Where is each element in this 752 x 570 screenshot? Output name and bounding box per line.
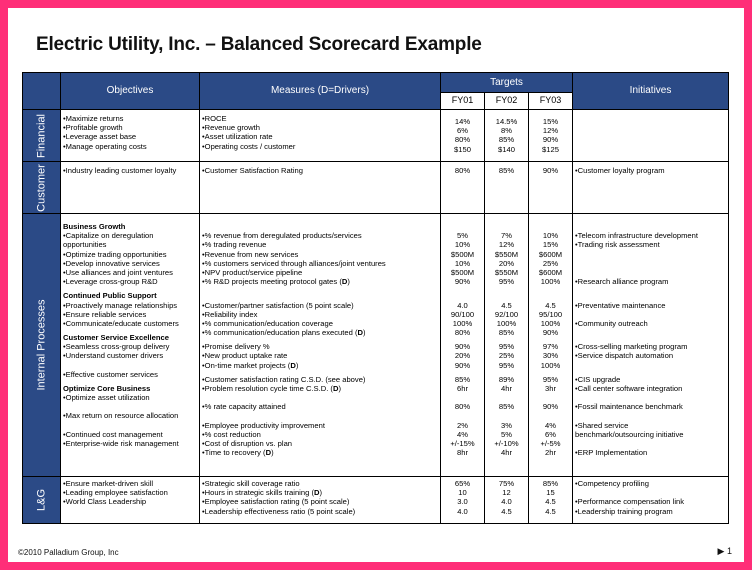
lg-row bbox=[23, 477, 729, 524]
lg-initiatives: •Competency profiling •Performance compensation link •Leadership training program bbox=[573, 477, 729, 524]
financial-objectives: •Maximize returns •Profitable growth •Leverage asset base •Manage operating costs bbox=[61, 110, 200, 162]
lg-measures: •Strategic skill coverage ratio •Hours in strategic skills training (D) •Employee satisfaction rating (5 point scale) •Leadership effectiveness ratio (5 point scale) bbox=[200, 477, 441, 524]
customer-fy03: 90% bbox=[529, 162, 573, 214]
header-row bbox=[23, 73, 729, 93]
lg-label: L&G bbox=[23, 477, 61, 524]
customer-row bbox=[23, 162, 729, 214]
customer-measures: •Customer Satisfaction Rating bbox=[200, 162, 441, 214]
initiatives-header: Initiatives bbox=[573, 73, 729, 110]
customer-objectives: •Industry leading customer loyalty bbox=[61, 162, 200, 214]
financial-label: Financial bbox=[23, 110, 61, 162]
financial-initiatives bbox=[573, 110, 729, 162]
page-indicator bbox=[718, 546, 732, 557]
copyright: ©2010 Palladium Group, Inc bbox=[18, 548, 119, 557]
customer-fy01: 80% bbox=[441, 162, 485, 214]
financial-fy01: 14% 6% 80% $150 bbox=[441, 110, 485, 162]
slide bbox=[8, 8, 744, 562]
internal-initiatives: •Telecom infrastructure development •Trading risk assessment •Research alliance program •Preventative maintenance •Community outreach •Cross-selling marketing program •Service dispatch automation •CIS upgrade •Call center software integration •Fossil maintenance benchmark •Shared service benchmark/outsourcing initiative •ERP Implementation bbox=[573, 214, 729, 477]
year-fy01: FY01 bbox=[441, 93, 485, 110]
measures-header: Measures (D=Drivers) bbox=[200, 73, 441, 110]
targets-header: Targets bbox=[441, 73, 573, 93]
lg-objectives: •Ensure market-driven skill •Leading employee satisfaction •World Class Leadership bbox=[61, 477, 200, 524]
internal-measures: •% revenue from deregulated products/services •% trading revenue •Revenue from new services •% customers serviced through alliances/joint ventures •NPV product/service pipeline •% R&D projects meeting protocol gates (D) •Customer/partner satisfaction (5 point scale) •Reliability index •% communication/education coverage •% communication/education plans executed (D) •Promise delivery % •New product uptake rate •On-time market projects (D) •Customer satisfaction rating C.S.D. (see above) •Problem resolution cycle time C.S.D. (D) •% rate capacity attained •Employee productivity improvement •% cost reduction •Cost of disruption vs. plan •Time to recovery (D) bbox=[200, 214, 441, 477]
play-triangle-icon: ▶ bbox=[717, 546, 725, 556]
internal-row bbox=[23, 214, 729, 477]
financial-fy03: 15% 12% 90% $125 bbox=[529, 110, 573, 162]
internal-fy03: 10% 15% $600M 25% $600M 100% 4.5 95/100 100% 90% 97% 30% 100% 95% 3hr 90% 4% 6% +/-5% 2hr bbox=[529, 214, 573, 477]
lg-fy01: 65% 10 3.0 4.0 bbox=[441, 477, 485, 524]
page-number: 1 bbox=[726, 546, 732, 556]
financial-measures: •ROCE •Revenue growth •Asset utilization rate •Operating costs / customer bbox=[200, 110, 441, 162]
financial-fy02: 14.5% 8% 85% $140 bbox=[485, 110, 529, 162]
year-fy03: FY03 bbox=[529, 93, 573, 110]
financial-row bbox=[23, 110, 729, 162]
internal-fy02: 7% 12% $550M 20% $550M 95% 4.5 92/100 100% 85% 95% 25% 95% 89% 4hr 85% 3% 5% +/-10% 4hr bbox=[485, 214, 529, 477]
lg-fy03: 85% 15 4.5 4.5 bbox=[529, 477, 573, 524]
customer-initiatives: •Customer loyalty program bbox=[573, 162, 729, 214]
internal-objectives: Business Growth •Capitalize on deregulation opportunities •Optimize trading opportunities •Develop innovative services •Use alliances and joint ventures •Leverage cross-group R&D Continued Public Support •Proactively manage relationships •Ensure reliable services •Communicate/educate customers Customer Service Excellence •Seamless cross-group delivery •Understand customer drivers •Effective customer services Optimize Core Business •Optimize asset utilization •Max return on resource allocation •Continued cost management •Enterprise-wide risk management bbox=[61, 214, 200, 477]
internal-fy01: 5% 10% $500M 10% $500M 90% 4.0 90/100 100% 80% 90% 20% 90% 85% 6hr 80% 2% 4% +/-15% 8hr bbox=[441, 214, 485, 477]
lg-fy02: 75% 12 4.0 4.5 bbox=[485, 477, 529, 524]
objectives-header: Objectives bbox=[61, 73, 200, 110]
page-title: Electric Utility, Inc. – Balanced Scorecard Example bbox=[36, 34, 482, 55]
internal-label: Internal Processes bbox=[23, 214, 61, 477]
scorecard-table bbox=[22, 72, 729, 524]
customer-label: Customer bbox=[23, 162, 61, 214]
year-fy02: FY02 bbox=[485, 93, 529, 110]
header-corner bbox=[23, 73, 61, 110]
customer-fy02: 85% bbox=[485, 162, 529, 214]
